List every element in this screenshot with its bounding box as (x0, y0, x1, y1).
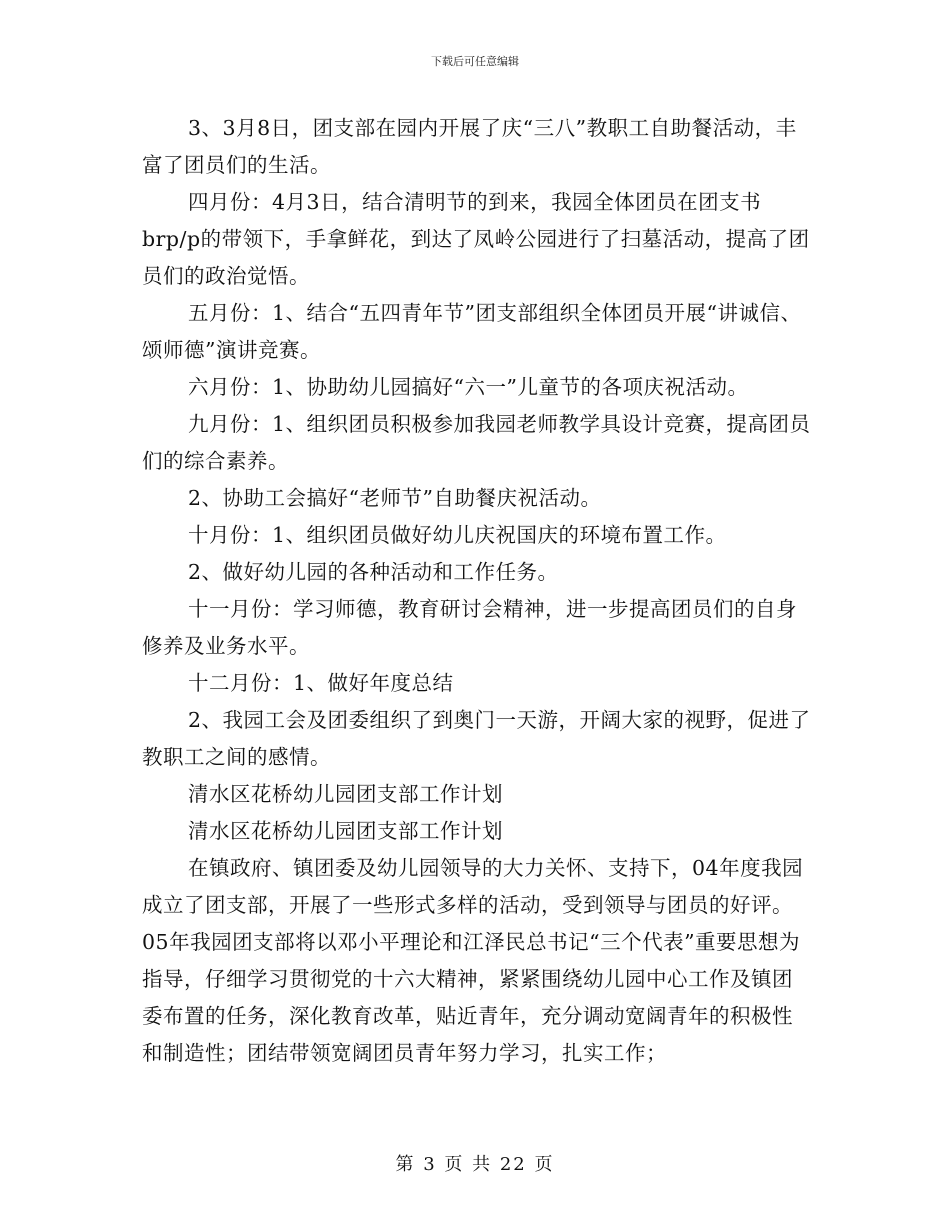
paragraph: 六月份：1、协助幼儿园搞好“六一”儿童节的各项庆祝活动。 (188, 375, 749, 399)
paragraph: 2、协助工会搞好“老师节”自助餐庆祝活动。 (188, 486, 602, 510)
paragraph: 十二月份：1、做好年度总结 (188, 671, 454, 695)
page-number: 第 3 页 共 22 页 (395, 1154, 555, 1175)
paragraph: 十月份：1、组织团员做好幼儿庆祝国庆的环境布置工作。 (188, 523, 727, 547)
section-title: 清水区花桥幼儿园团支部工作计划 (188, 819, 503, 843)
page-header-note: 下载后可任意编辑 (431, 55, 519, 68)
document-body (142, 110, 812, 1072)
paragraph: 五月份：1、结合“五四青年节”团支部组织全体团员开展“讲诚信、颂师德”演讲竞赛。 (142, 301, 802, 362)
paragraph: 3、3月8日，团支部在园内开展了庆“三八”教职工自助餐活动，丰富了团员们的生活。 (142, 116, 797, 177)
paragraph: 2、做好幼儿园的各种活动和工作任务。 (188, 560, 559, 584)
paragraph: 四月份：4月3日，结合清明节的到来，我园全体团员在团支书 brp/p的带领下，手拿鲜花，到达了凤岭公园进行了扫墓活动，提高了团员们的政治觉悟。 (142, 190, 810, 288)
paragraph: 2、我园工会及团委组织了到奥门一天游，开阔大家的视野，促进了教职工之间的感情。 (142, 708, 811, 769)
section-title: 清水区花桥幼儿园团支部工作计划 (188, 782, 503, 806)
paragraph: 在镇政府、镇团委及幼儿园领导的大力关怀、支持下，04年度我园成立了团支部，开展了一些形式多样的活动，受到领导与团员的好评。05年我园团支部将以邓小平理论和江泽民总书记“三个代表”重要思想为指导，仔细学习贯彻党的十六大精神，紧紧围绕幼儿园中心工作及镇团委布置的任务，深化教育改革，贴近青年，充分调动宽阔青年的积极性和制造性；团结带领宽阔团员青年努力学习，扎实工作； (142, 856, 804, 1065)
paragraph: 九月份：1、组织团员积极参加我园老师教学具设计竞赛，提高团员们的综合素养。 (142, 412, 811, 473)
paragraph: 十一月份：学习师德，教育研讨会精神，进一步提高团员们的自身修养及业务水平。 (142, 597, 797, 658)
